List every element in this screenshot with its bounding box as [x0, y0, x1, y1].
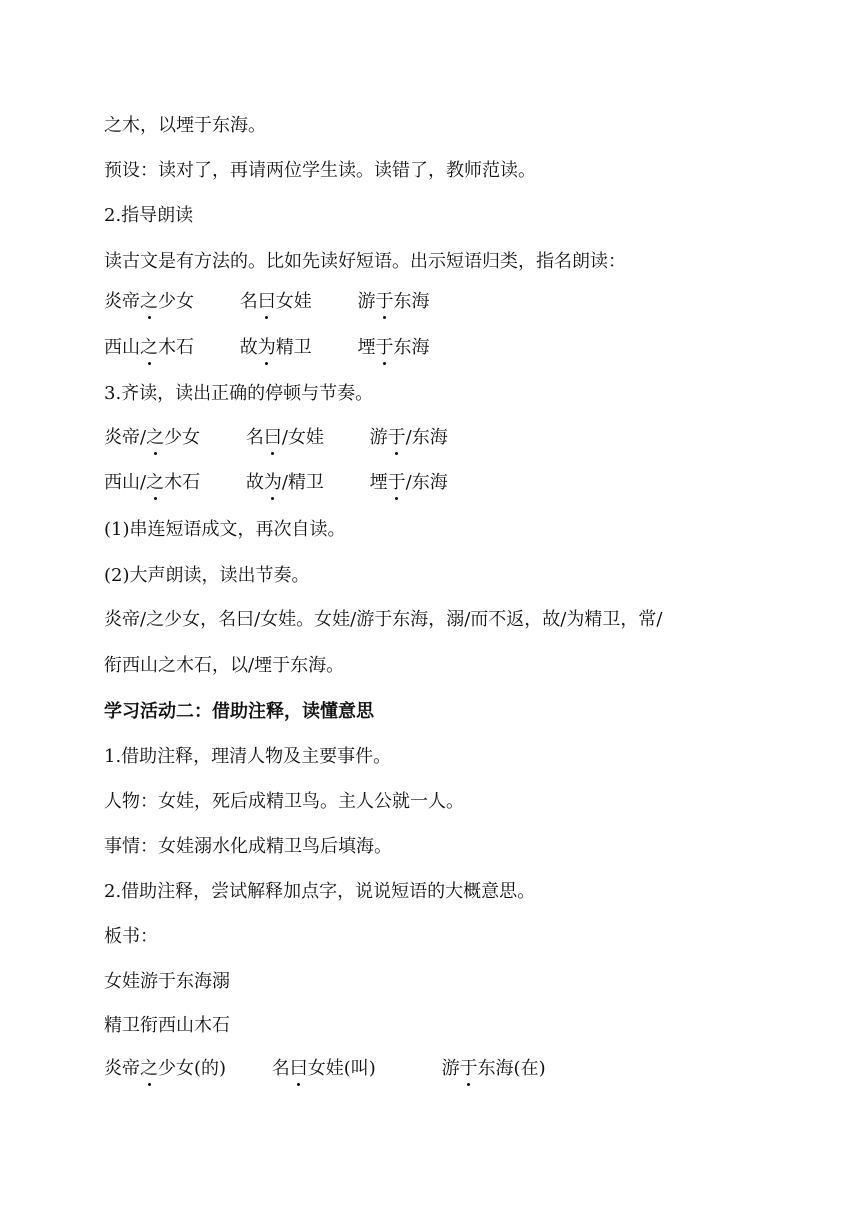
phrase: 堙于东海	[357, 337, 430, 358]
paragraph: 2.借助注释，尝试解释加点字，说说短语的大概意思。	[104, 881, 536, 902]
paragraph: 1.借助注释，理清人物及主要事件。	[104, 746, 392, 767]
phrase-row	[104, 336, 429, 360]
phrase-row	[104, 290, 429, 314]
phrase-row	[104, 426, 448, 450]
dotted-char: 之	[146, 427, 165, 448]
dotted-char: 于	[375, 291, 394, 312]
phrase: 名曰/女娃	[245, 427, 324, 448]
phrase: 炎帝之少女(的)	[104, 1058, 227, 1079]
dotted-char: 为	[263, 472, 282, 493]
dotted-char: 于	[459, 1058, 478, 1079]
dotted-char: 曰	[257, 291, 276, 312]
paragraph: (1)串连短语成文，再次自读。	[104, 519, 346, 540]
phrase: 西山/之木石	[104, 472, 201, 493]
dotted-char: 之	[140, 1058, 158, 1079]
step-heading: 2.指导朗读	[104, 205, 194, 226]
phrase: 游于/东海	[369, 427, 448, 448]
dotted-char: 为	[257, 337, 276, 358]
paragraph: 预设：读对了，再请两位学生读。读错了，教师范读。	[104, 160, 536, 181]
dotted-char: 曰	[289, 1058, 308, 1079]
paragraph: 之木，以堙于东海。	[104, 115, 266, 136]
paragraph: 人物：女娃，死后成精卫鸟。主人公就一人。	[104, 791, 464, 812]
phrase: 堙于/东海	[369, 472, 448, 493]
board-line: 精卫衔西山木石	[104, 1015, 230, 1036]
phrase: 炎帝之少女	[104, 291, 194, 312]
dotted-char: 于	[387, 427, 406, 448]
phrase-row	[104, 471, 448, 495]
section-heading: 学习活动二：借助注释，读懂意思	[104, 701, 374, 722]
phrase-row	[104, 1057, 546, 1081]
dotted-char: 于	[375, 337, 394, 358]
paragraph: 衔西山之木石，以/堙于东海。	[104, 655, 345, 676]
phrase: 游于东海(在)	[441, 1058, 546, 1079]
dotted-char: 之	[140, 291, 158, 312]
dotted-char: 于	[387, 472, 406, 493]
phrase: 西山之木石	[104, 337, 194, 358]
paragraph: 读古文是有方法的。比如先读好短语。出示短语归类，指名朗读：	[104, 251, 626, 272]
paragraph: 事情：女娃溺水化成精卫鸟后填海。	[104, 836, 392, 857]
dotted-char: 之	[146, 472, 165, 493]
paragraph: 炎帝/之少女，名曰/女娃。女娃/游于东海，溺/而不返，故/为精卫，常/	[104, 609, 663, 630]
phrase: 故为精卫	[239, 337, 312, 358]
paragraph: 板书：	[104, 926, 158, 947]
paragraph: (2)大声朗读，读出节奏。	[104, 565, 310, 586]
phrase: 故为/精卫	[245, 472, 324, 493]
board-line: 女娃游于东海溺	[104, 971, 230, 992]
phrase: 炎帝/之少女	[104, 427, 201, 448]
step-heading: 3.齐读，读出正确的停顿与节奏。	[104, 383, 374, 404]
dotted-char: 曰	[263, 427, 282, 448]
phrase: 名曰女娃(叫)	[271, 1058, 376, 1079]
phrase: 游于东海	[357, 291, 430, 312]
phrase: 名曰女娃	[239, 291, 312, 312]
dotted-char: 之	[140, 337, 158, 358]
